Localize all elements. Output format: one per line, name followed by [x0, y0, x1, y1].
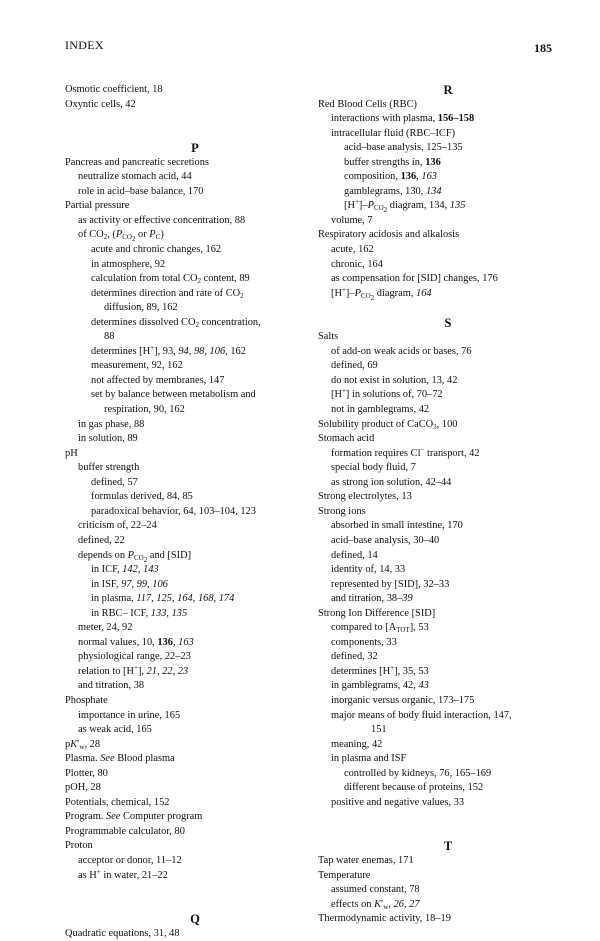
- index-entry: of $CO_2$, ($P_{CO_2}$ or $P_C$): [78, 229, 164, 244]
- index-entry: as H+ in water, 21–22: [78, 867, 168, 881]
- index-entry: in ISF, 97, 99, 106: [91, 578, 168, 590]
- index-entry: acceptor or donor, 11–12: [78, 854, 182, 866]
- section-letter: Q: [190, 912, 200, 927]
- index-entry: measurement, 92, 162: [91, 360, 183, 372]
- index-entry: Osmotic coefficient, 18: [65, 84, 163, 95]
- index-entry: intracellular fluid (RBC–ICF): [331, 127, 456, 139]
- index-entry: paradoxical behavior, 64, 103–104, 123: [91, 505, 256, 517]
- index-entry: Strong Ion Difference [SID]: [318, 607, 436, 619]
- index-entry: Salts: [318, 331, 339, 343]
- index-entry: defined, 57: [91, 476, 138, 488]
- index-entry: buffer strength: [78, 462, 140, 474]
- index-entry: defined, 69: [331, 360, 378, 372]
- index-entry: criticism of, 22–24: [78, 520, 157, 532]
- index-entry: Plasma. See Blood plasma: [65, 753, 175, 765]
- index-entry: $[H^+]-P_{CO_2}$ diagram, 134, 135: [344, 198, 466, 215]
- index-entry: Respiratory acidosis and alkalosis: [318, 229, 460, 241]
- index-entry: pOH, 28: [65, 782, 101, 794]
- index-entry: Temperature: [318, 869, 371, 881]
- index-entry: Thermodynamic activity, 18–19: [318, 913, 451, 925]
- index-entry: as weak acid, 165: [78, 724, 152, 736]
- index-entry: determines direction and rate of $CO_2$: [91, 287, 244, 300]
- index-entry: [H+] in solutions of, 70–72: [331, 387, 443, 401]
- index-entry: as compensation for [SID] changes, 176: [331, 273, 498, 285]
- index-entry: physiological range, 22–23: [78, 651, 191, 663]
- spacer: [65, 127, 325, 142]
- index-entry: 88: [104, 331, 115, 343]
- index-entry: do not exist in solution, 13, 42: [331, 374, 458, 386]
- index-entry: special body fluid, 7: [331, 462, 416, 474]
- spacer: [318, 301, 578, 316]
- index-entry: role in acid–base balance, 170: [78, 185, 204, 197]
- index-entry: $[H^+]-P_{CO_2}$ diagram, 164: [331, 285, 432, 302]
- index-entry: in plasma and ISF: [331, 753, 407, 765]
- index-entry: positive and negative values, 33: [331, 796, 465, 808]
- index-entry: Phosphate: [65, 694, 108, 706]
- section-letter: R: [443, 83, 453, 97]
- index-entry: meter, 24, 92: [78, 622, 133, 634]
- spacer: [65, 883, 325, 898]
- index-entry: buffer strengths in, 136: [344, 156, 441, 168]
- page-number: 185: [534, 41, 552, 55]
- index-entry: defined, 14: [331, 549, 378, 561]
- index-entry: Pancreas and pancreatic secretions: [65, 156, 209, 168]
- index-entry: not in gamblegrams, 42: [331, 404, 430, 416]
- index-entry: acid–base analysis, 125–135: [344, 142, 463, 154]
- index-entry: Solubility product of CaCO$_3$, 100: [318, 418, 458, 431]
- index-entry: major means of body fluid interaction, 147,: [331, 709, 512, 721]
- index-entry: effects on $K'_w$, 26, 27: [331, 898, 420, 911]
- index-entry: interactions with plasma, 156–158: [331, 113, 475, 125]
- index-entry: assumed constant, 78: [331, 884, 420, 896]
- index-column-left: [65, 83, 325, 941]
- index-entry: and titration, 38: [78, 680, 145, 692]
- index-entry: $pK'_w$, 28: [65, 738, 101, 751]
- index-entry: Oxyntic cells, 42: [65, 98, 136, 110]
- index-entry: Potentials, chemical, 152: [65, 796, 170, 808]
- index-entry: in gas phase, 88: [78, 418, 145, 430]
- index-entry: in RBC– ICF, 133, 135: [91, 607, 188, 619]
- index-entry: in ICF, 142, 143: [91, 564, 159, 576]
- index-entry: calculation from total $CO_2$ content, 89: [91, 273, 250, 286]
- index-entry: components, 33: [331, 636, 397, 648]
- running-header: INDEX: [65, 38, 104, 52]
- index-entry: acute, 162: [331, 244, 374, 256]
- index-entry: in solution, 89: [78, 433, 138, 445]
- spacer: [65, 112, 325, 127]
- index-entry: Plotter, 80: [65, 767, 108, 779]
- index-entry: respiration, 90, 162: [104, 404, 185, 416]
- index-entry: diffusion, 89, 162: [104, 302, 178, 314]
- section-letter: S: [444, 315, 452, 330]
- index-entry: Partial pressure: [65, 200, 130, 212]
- index-entry: formulas derived, 84, 85: [91, 491, 193, 503]
- index-entry: as activity or effective concentration, 88: [78, 214, 246, 226]
- index-entry: Tap water enemas, 171: [318, 854, 414, 866]
- index-entry: determines [H+], 93, 94, 98, 106, 162: [91, 343, 246, 357]
- index-entry: defined, 22: [78, 534, 125, 546]
- index-entry: Program. See Computer program: [65, 811, 203, 823]
- index-entry: gamblegrams, 130, 134: [344, 185, 442, 197]
- spacer: [318, 810, 578, 825]
- index-entry: 151: [371, 724, 387, 736]
- spacer: [65, 898, 325, 913]
- index-entry: not affected by membranes, 147: [91, 374, 225, 386]
- index-entry: as strong ion solution, 42–44: [331, 476, 452, 488]
- index-entry: different because of proteins, 152: [344, 782, 484, 794]
- index-entry: of add-on weak acids or bases, 76: [331, 345, 472, 357]
- index-entry: Red Blood Cells (RBC): [318, 98, 418, 110]
- index-entry: identity of, 14, 33: [331, 564, 406, 576]
- index-entry: in atmosphere, 92: [91, 258, 166, 270]
- index-entry: absorbed in small intestine, 170: [331, 520, 463, 532]
- index-entry: set by balance between metabolism and: [91, 389, 256, 401]
- index-entry: acute and chronic changes, 162: [91, 244, 222, 256]
- index-entry: defined, 32: [331, 651, 378, 663]
- index-entry: Strong electrolytes, 13: [318, 491, 412, 503]
- section-letter: P: [191, 141, 199, 156]
- index-entry: formation requires Cl− transport, 42: [331, 445, 480, 459]
- index-entry: compared to $[A_{TOT}]$, 53: [331, 622, 429, 635]
- index-entry: Quadratic equations, 31, 48: [65, 927, 180, 939]
- index-entry: and titration, 38–39: [331, 593, 413, 605]
- index-entry: determines dissolved $CO_2$ concentration,: [91, 316, 261, 329]
- index-column-right: [318, 83, 578, 927]
- index-entry: acid–base analysis, 30–40: [331, 534, 440, 546]
- index-entry: in plasma, 117, 125, 164, 168, 174: [91, 593, 235, 605]
- index-entry: chronic, 164: [331, 258, 383, 270]
- index-entry: normal values, 10, 136, 163: [78, 636, 194, 648]
- index-entry: controlled by kidneys, 76, 165–169: [344, 767, 492, 779]
- index-entry: pH: [65, 447, 78, 459]
- index-entry: represented by [SID], 32–33: [331, 578, 450, 590]
- index-entry: Stomach acid: [318, 433, 375, 445]
- spacer: [318, 825, 578, 840]
- index-entry: meaning, 42: [331, 738, 383, 750]
- index-entry: determines [H+], 35, 53: [331, 663, 429, 677]
- index-entry: composition, 136, 163: [344, 171, 437, 183]
- section-letter: T: [443, 839, 453, 854]
- index-entry: importance in urine, 165: [78, 709, 181, 721]
- index-entry: inorganic versus organic, 173–175: [331, 694, 475, 706]
- index-entry: Proton: [65, 840, 93, 852]
- index-entry: volume, 7: [331, 214, 373, 226]
- index-entry: in gamblegrams, 42, 43: [331, 680, 429, 692]
- index-entry: Programmable calculator, 80: [65, 825, 185, 837]
- index-entry: Strong ions: [318, 505, 366, 517]
- index-entry: neutralize stomach acid, 44: [78, 171, 192, 183]
- index-entry: relation to [H+], 21, 22, 23: [78, 663, 189, 677]
- index-entry: depends on $P_{CO_2}$ and [SID]: [78, 549, 192, 564]
